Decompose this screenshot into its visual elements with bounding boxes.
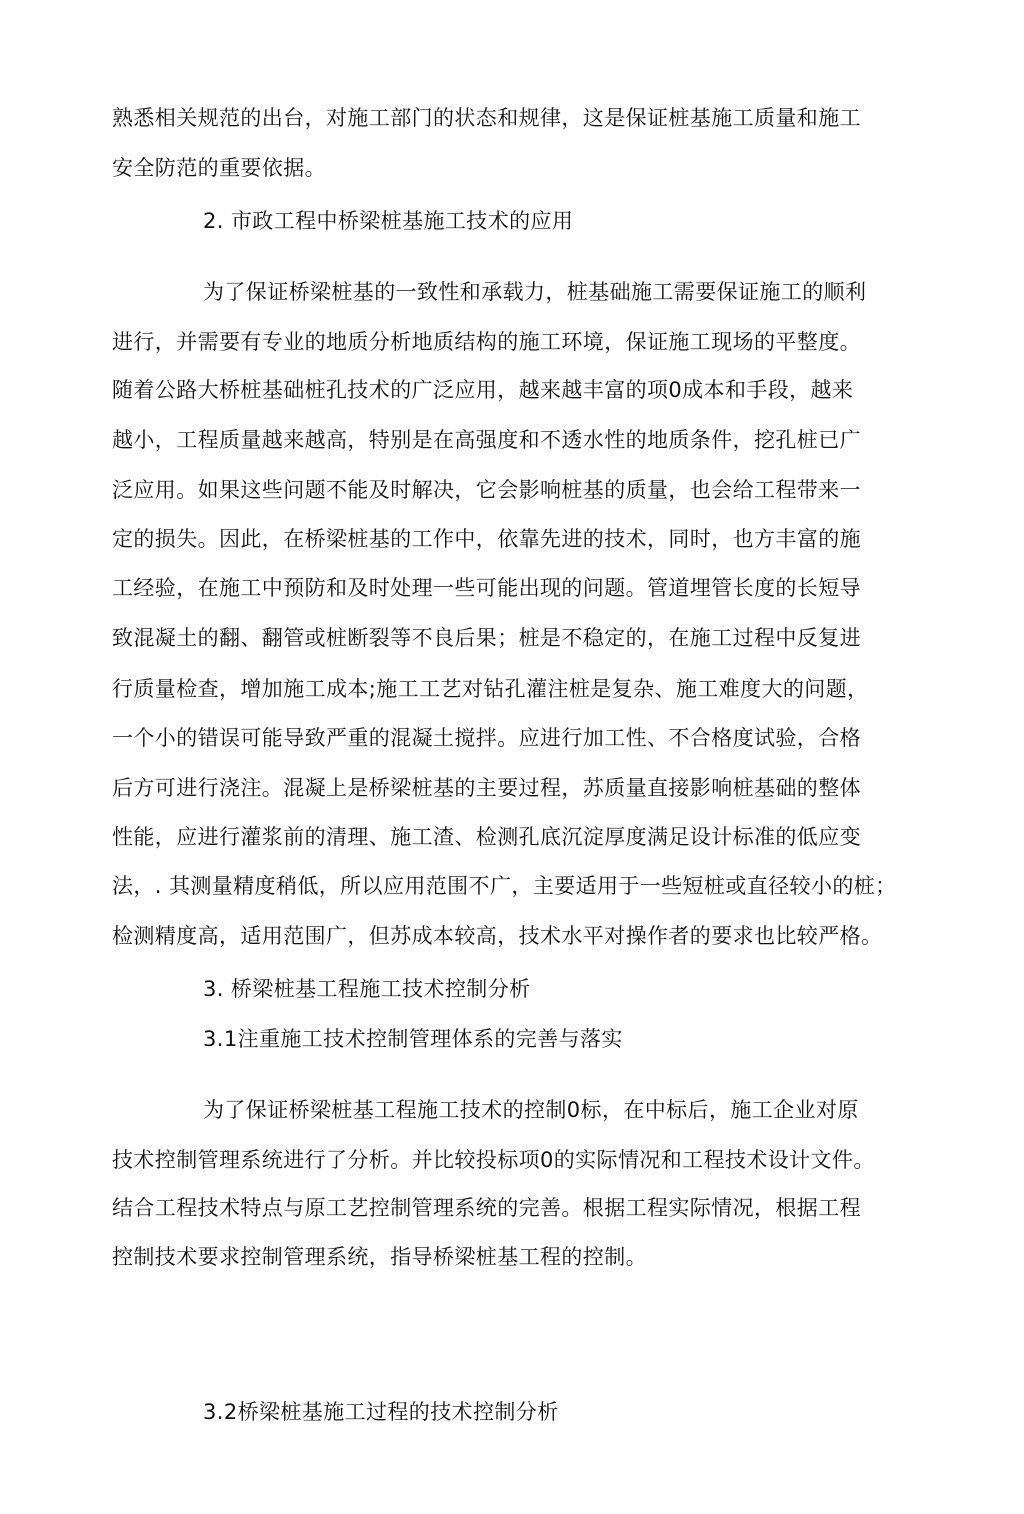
paragraph-line: 越小，工程质量越来越高，特别是在高强度和不透水性的地质条件，挖孔桩已广 bbox=[112, 428, 861, 452]
paragraph-line: 检测精度高，适用范围广，但苏成本较高，技术水平对操作者的要求也比较严格。 bbox=[112, 924, 883, 948]
paragraph-line: 工经验，在施工中预防和及时处理一些可能出现的问题。管道埋管长度的长短导 bbox=[112, 576, 861, 600]
subsection-heading: 3.2桥梁桩基施工过程的技术控制分析 bbox=[203, 1400, 559, 1424]
paragraph-line: 定的损失。因此，在桥梁桩基的工作中，依靠先进的技术，同时，也方丰富的施 bbox=[112, 527, 861, 551]
paragraph-line: 技术控制管理系统进行了分析。并比较投标项0的实际情况和工程技术设计文件。 bbox=[112, 1148, 875, 1172]
paragraph-line: 行质量检查，增加施工成本;施工工艺对钻孔灌注桩是复杂、施工难度大的问题， bbox=[112, 677, 869, 701]
paragraph-line: 进行，并需要有专业的地质分析地质结构的施工环境，保证施工现场的平整度。 bbox=[112, 330, 861, 354]
paragraph-line: 随着公路大桥桩基础桩孔技术的广泛应用，越来越丰富的项0成本和手段，越来 bbox=[112, 378, 854, 402]
paragraph-line: 泛应用。如果这些问题不能及时解决，它会影响桩基的质量，也会给工程带来一 bbox=[112, 478, 861, 502]
paragraph-line: 为了保证桥梁桩基的一致性和承载力，桩基础施工需要保证施工的顺利 bbox=[203, 280, 867, 304]
paragraph-line: 一个小的错误可能导致严重的混凝土搅拌。应进行加工性、不合格度试验，合格 bbox=[112, 726, 861, 750]
paragraph-line: 为了保证桥梁桩基工程施工技术的控制0标，在中标后，施工企业对原 bbox=[203, 1098, 859, 1122]
section-heading: 3. 桥梁桩基工程施工技术控制分析 bbox=[203, 977, 531, 1001]
paragraph-line: 安全防范的重要依据。 bbox=[112, 156, 326, 180]
paragraph-line: 结合工程技术特点与原工艺控制管理系统的完善。根据工程实际情况，根据工程 bbox=[112, 1196, 861, 1220]
paragraph-line: 控制技术要求控制管理系统，指导桥梁桩基工程的控制。 bbox=[112, 1245, 647, 1269]
paragraph-line: 法，. 其测量精度稍低，所以应用范围不广，主要适用于一些短桩或直径较小的桩； bbox=[112, 874, 897, 898]
paragraph-line: 熟悉相关规范的出台，对施工部门的状态和规律，这是保证桩基施工质量和施工 bbox=[112, 106, 861, 130]
section-heading: 2. 市政工程中桥梁桩基施工技术的应用 bbox=[203, 209, 574, 233]
subsection-heading: 3.1注重施工技术控制管理体系的完善与落实 bbox=[203, 1027, 623, 1051]
paragraph-line: 致混凝土的翻、翻管或桩断裂等不良后果；桩是不稳定的，在施工过程中反复进 bbox=[112, 626, 861, 650]
paragraph-line: 后方可进行浇注。混凝上是桥梁桩基的主要过程，苏质量直接影响桩基础的整体 bbox=[112, 776, 861, 800]
paragraph-line: 性能，应进行灌浆前的清理、施工渣、检测孔底沉淀厚度满足设计标准的低应变 bbox=[112, 825, 861, 849]
